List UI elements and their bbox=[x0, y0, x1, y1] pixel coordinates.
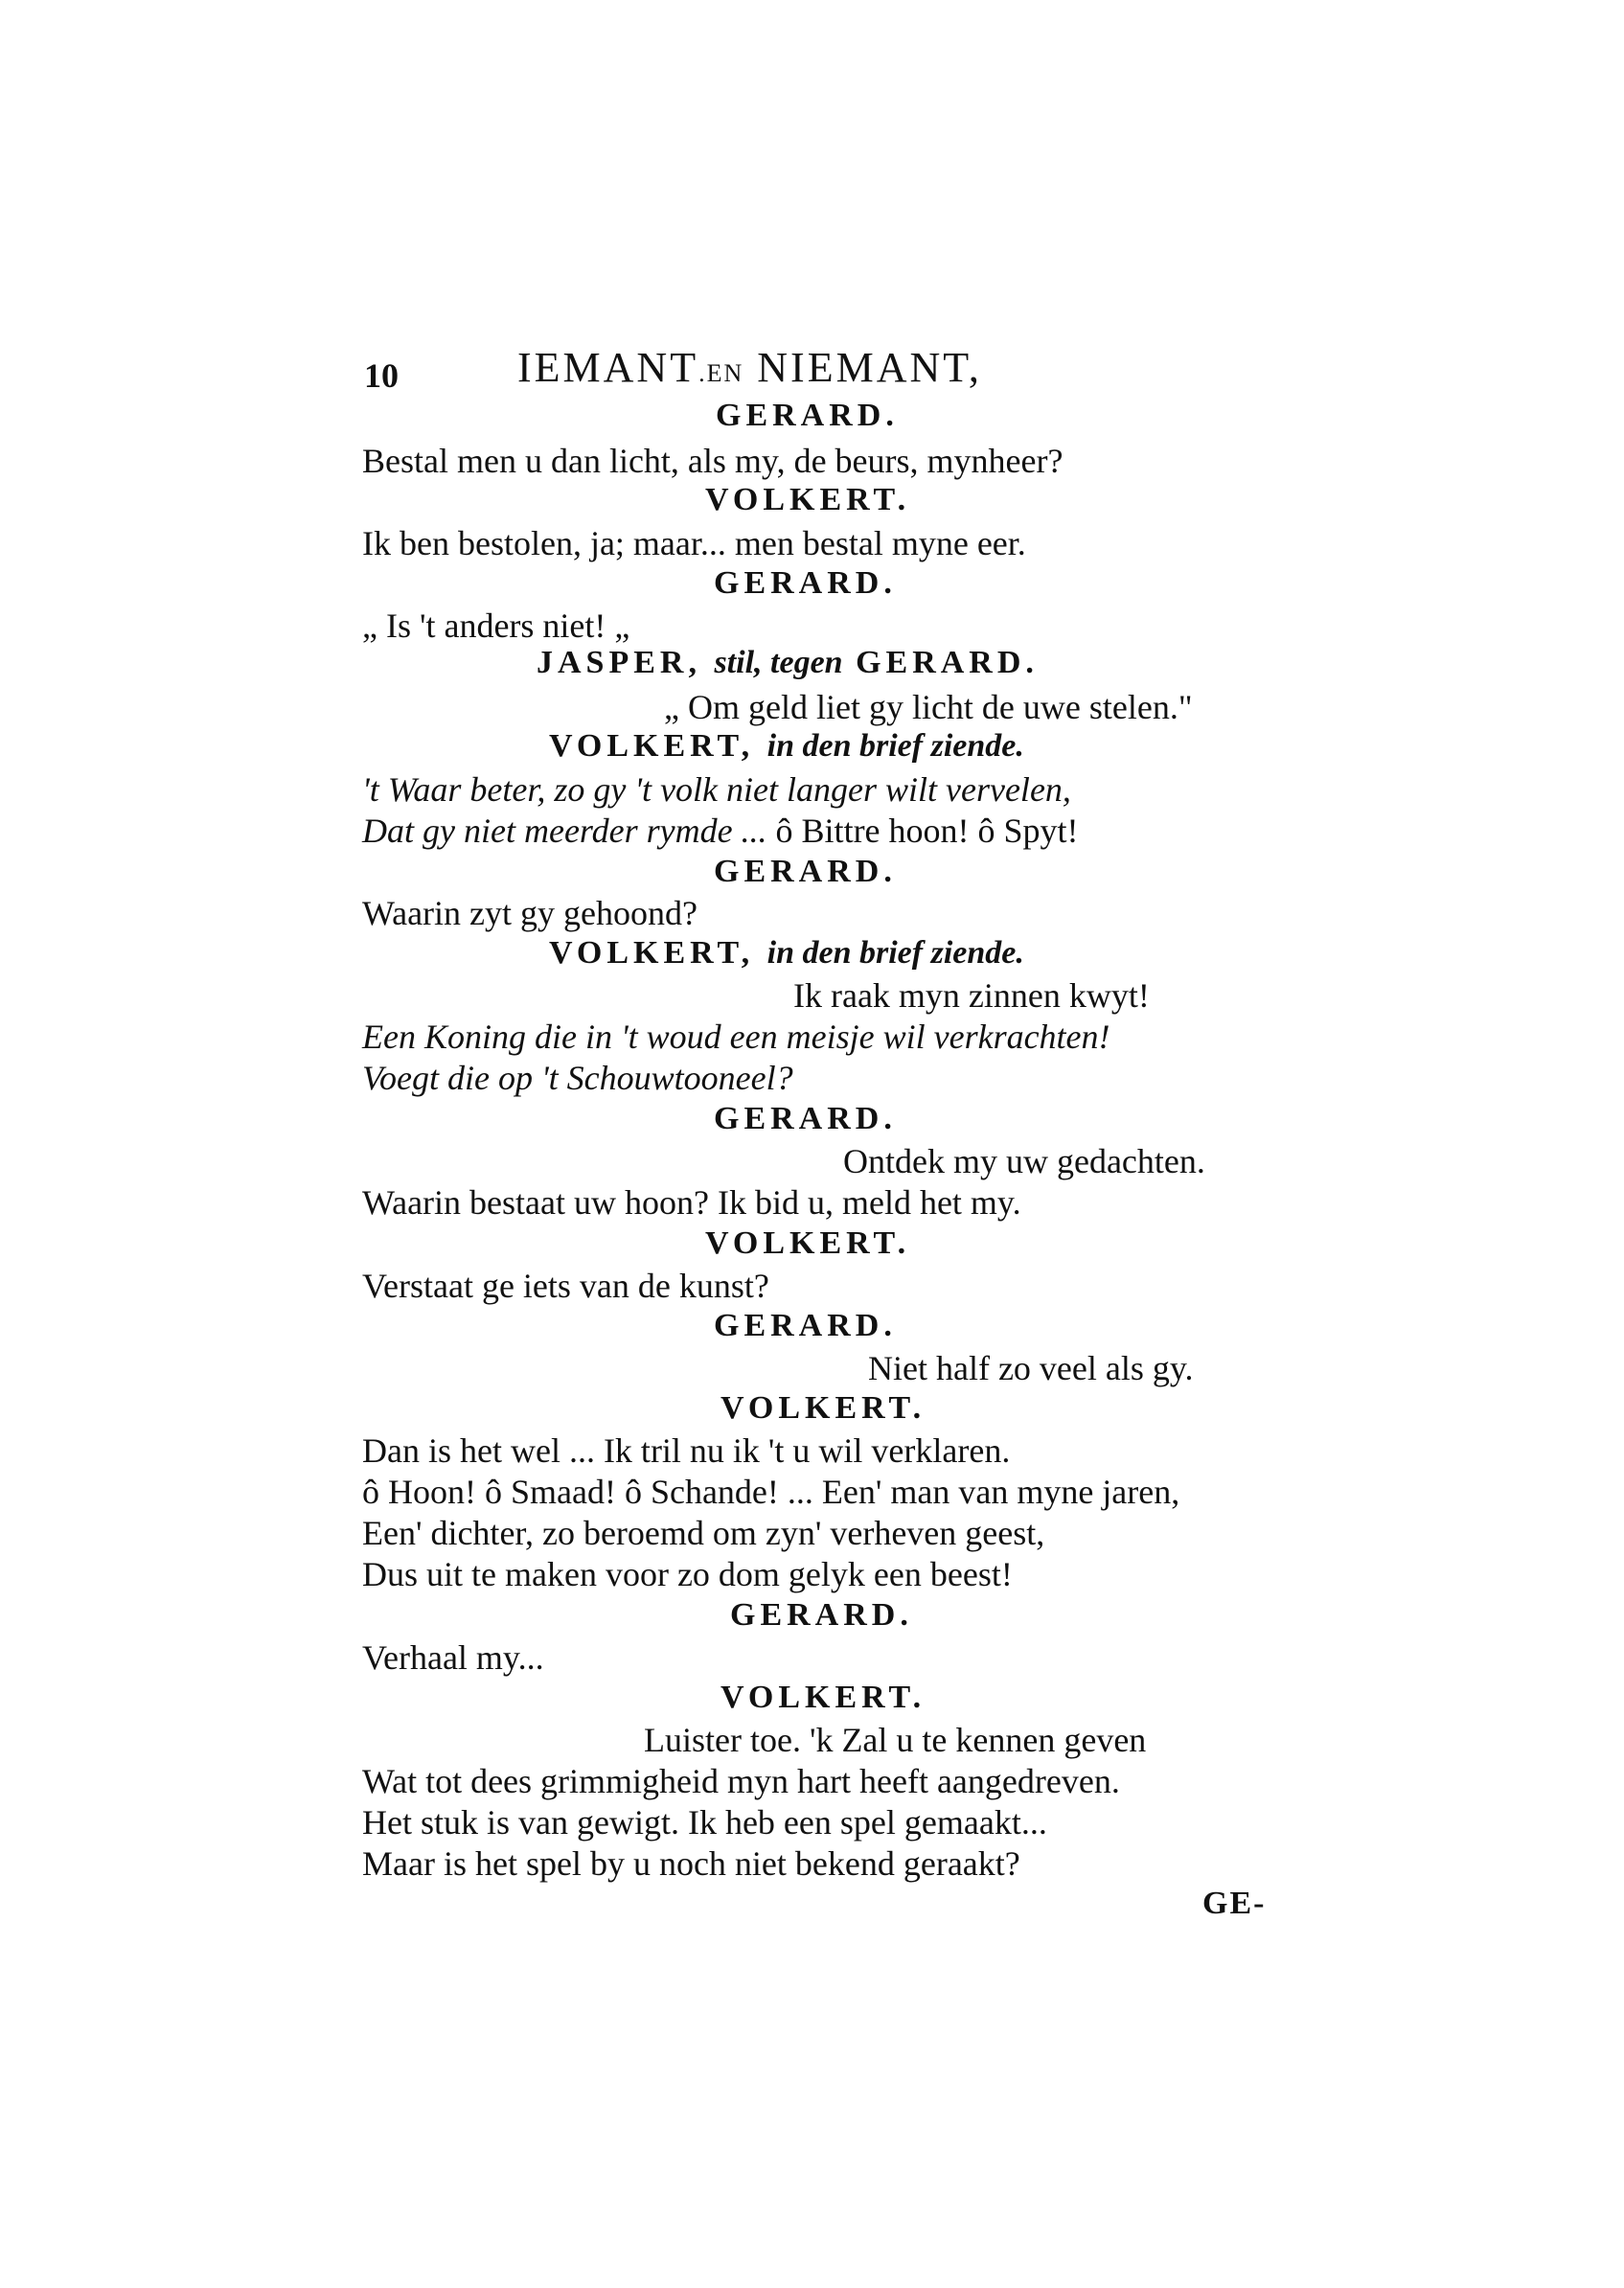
speaker-volkert: VOLKERT, in den brief ziende. bbox=[549, 728, 1024, 764]
running-head-part2: .EN bbox=[698, 359, 744, 387]
verse-line: „ Om geld liet gy licht de uwe stelen." bbox=[664, 688, 1193, 726]
verse-line: Het stuk is van gewigt. Ik heb een spel gemaakt... bbox=[362, 1803, 1047, 1842]
verse-line: Ontdek my uw gedachten. bbox=[843, 1142, 1205, 1180]
speaker-jasper: JASPER, stil, tegen GERARD. bbox=[537, 645, 1039, 680]
verse-line: Ik raak myn zinnen kwyt! bbox=[793, 976, 1150, 1015]
stage-direction: stil, tegen bbox=[714, 645, 843, 680]
speaker-volkert: VOLKERT. bbox=[705, 482, 911, 517]
running-head-part3: NIEMANT, bbox=[743, 344, 982, 391]
speaker-gerard: GERARD. bbox=[714, 565, 897, 601]
verse-line: Waarin zyt gy gehoond? bbox=[362, 894, 698, 932]
verse-line: 't Waar beter, zo gy 't volk niet langer wilt vervelen, bbox=[362, 770, 1071, 809]
verse-line: Niet half zo veel als gy. bbox=[868, 1349, 1194, 1387]
speaker-volkert: VOLKERT. bbox=[705, 1225, 911, 1261]
verse-line: ô Hoon! ô Smaad! ô Schande! ... Een' man van myne jaren, bbox=[362, 1473, 1180, 1511]
verse-line: Dat gy niet meerder rymde ... ô Bittre hoon! ô Spyt! bbox=[362, 812, 1079, 850]
verse-line: Voegt die op 't Schouwtooneel? bbox=[362, 1059, 793, 1097]
speaker-gerard: GERARD. bbox=[714, 854, 897, 889]
verse-line: Ik ben bestolen, ja; maar... men bestal myne eer. bbox=[362, 524, 1026, 562]
speaker-volkert: VOLKERT. bbox=[721, 1390, 926, 1426]
speaker-gerard: GERARD. bbox=[730, 1597, 913, 1633]
stage-direction: in den brief ziende. bbox=[766, 728, 1024, 764]
verse-line: Waarin bestaat uw hoon? Ik bid u, meld het my. bbox=[362, 1183, 1021, 1222]
page-number: 10 bbox=[364, 356, 399, 395]
running-head bbox=[517, 344, 982, 395]
verse-line: Een Koning die in 't woud een meisje wil verkrachten! bbox=[362, 1018, 1110, 1056]
catchword: GE- bbox=[1202, 1886, 1267, 1921]
speaker-volkert: VOLKERT, in den brief ziende. bbox=[549, 935, 1024, 971]
verse-line: Maar is het spel by u noch niet bekend geraakt? bbox=[362, 1844, 1020, 1883]
running-head-part1: IEMANT bbox=[517, 344, 699, 391]
verse-line: Luister toe. 'k Zal u te kennen geven bbox=[644, 1721, 1147, 1759]
verse-line: Verhaal my... bbox=[362, 1638, 544, 1677]
verse-line: „ Is 't anders niet! „ bbox=[362, 606, 630, 645]
speaker-gerard: GERARD. bbox=[716, 398, 899, 433]
speaker-gerard: GERARD. bbox=[714, 1308, 897, 1343]
verse-line: Verstaat ge iets van de kunst? bbox=[362, 1267, 769, 1305]
verse-line: Dus uit te maken voor zo dom gelyk een beest! bbox=[362, 1555, 1013, 1593]
speaker-volkert: VOLKERT. bbox=[721, 1680, 926, 1715]
verse-line: Een' dichter, zo beroemd om zyn' verheven geest, bbox=[362, 1514, 1045, 1552]
stage-direction: in den brief ziende. bbox=[766, 935, 1024, 971]
speaker-gerard: GERARD. bbox=[714, 1101, 897, 1136]
verse-line: Bestal men u dan licht, als my, de beurs, mynheer? bbox=[362, 442, 1064, 480]
verse-line: Dan is het wel ... Ik tril nu ik 't u wil verklaren. bbox=[362, 1431, 1011, 1470]
verse-line: Wat tot dees grimmigheid myn hart heeft aangedreven. bbox=[362, 1762, 1120, 1800]
